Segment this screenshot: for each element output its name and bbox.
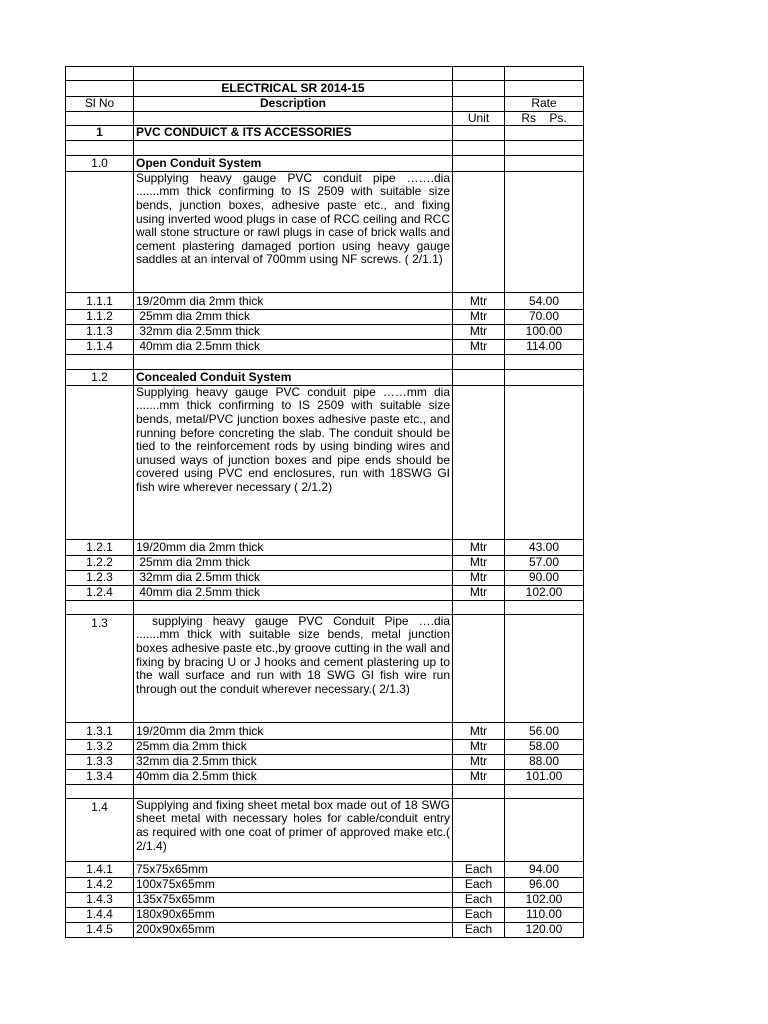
item-rate: 101.00 (505, 769, 584, 784)
item-rate: 56.00 (505, 722, 584, 739)
item-row (66, 907, 584, 922)
item-row (66, 739, 584, 754)
item-unit: Each (453, 892, 505, 907)
item-number: 1.4.4 (66, 907, 134, 922)
item-unit: Each (453, 861, 505, 877)
item-row (66, 555, 584, 570)
group-description-row (66, 614, 584, 722)
item-row (66, 585, 584, 600)
item-description: 19/20mm dia 2mm thick (134, 722, 453, 739)
item-rate: 70.00 (505, 309, 584, 324)
item-number: 1.4.2 (66, 877, 134, 892)
item-unit: Mtr (453, 722, 505, 739)
col-unit-header: Unit (453, 111, 505, 126)
section-row (66, 126, 584, 141)
item-unit: Mtr (453, 324, 505, 339)
item-row (66, 309, 584, 324)
group-title-row (66, 155, 584, 171)
item-row (66, 861, 584, 877)
item-rate: 120.00 (505, 922, 584, 937)
col-ps-header: Ps. (549, 111, 567, 125)
group-title: Concealed Conduit System (134, 369, 453, 385)
item-unit: Mtr (453, 754, 505, 769)
item-description: 200x90x65mm (134, 922, 453, 937)
item-rate: 110.00 (505, 907, 584, 922)
item-unit: Mtr (453, 339, 505, 354)
item-description: 40mm dia 2.5mm thick (134, 585, 453, 600)
item-number: 1.1.2 (66, 309, 134, 324)
item-number: 1.1.1 (66, 292, 134, 309)
group-description: supplying heavy gauge PVC Conduit Pipe ….dia .......mm thick with suitable size bends, metal junction boxes adhesive paste etc.,by groove cutting in the wall and fixing by bracing U or J hooks and cement plastering up to the wall surface and run with 18 SWG GI fish wire run through out the conduit wherever necessary.( 2/1.3) (134, 614, 453, 722)
group-description-row (66, 798, 584, 861)
item-description: 75x75x65mm (134, 861, 453, 877)
item-unit: Mtr (453, 309, 505, 324)
item-unit: Mtr (453, 585, 505, 600)
item-rate: 57.00 (505, 555, 584, 570)
group-number: 1.3 (66, 614, 134, 722)
group-number: 1.2 (66, 369, 134, 385)
empty-row (66, 354, 584, 369)
item-description: 19/20mm dia 2mm thick (134, 292, 453, 309)
item-unit: Mtr (453, 739, 505, 754)
item-row (66, 892, 584, 907)
col-slno-header: Sl No (66, 97, 134, 112)
item-unit: Mtr (453, 769, 505, 784)
item-unit: Each (453, 922, 505, 937)
item-number: 1.3.4 (66, 769, 134, 784)
item-number: 1.3.1 (66, 722, 134, 739)
item-unit: Mtr (453, 539, 505, 555)
item-number: 1.1.4 (66, 339, 134, 354)
item-unit: Each (453, 877, 505, 892)
item-number: 1.2.3 (66, 570, 134, 585)
item-unit: Mtr (453, 555, 505, 570)
item-rate: 102.00 (505, 892, 584, 907)
item-unit: Each (453, 907, 505, 922)
item-number: 1.1.3 (66, 324, 134, 339)
group-description: Supplying heavy gauge PVC conduit pipe ……mm dia .......mm thick confirming to IS 2509 with suitable size bends, metal/PVC junction boxes adhesive paste etc., and running before concreting the slab. The conduit should be tied to the reinforcement rods by using binding wires and unused ways of junction boxes and pipe ends should be covered using PVC end enclosures, run with 18SWG GI fish wire wherever necessary ( 2/1.2) (134, 385, 453, 539)
item-description: 25mm dia 2mm thick (134, 739, 453, 754)
group-number: 1.0 (66, 155, 134, 171)
item-description: 40mm dia 2.5mm thick (134, 339, 453, 354)
group-title-row (66, 369, 584, 385)
item-row (66, 722, 584, 739)
item-number: 1.2.1 (66, 539, 134, 555)
group-description: Supplying heavy gauge PVC conduit pipe …….dia .......mm thick confirming to IS 2509 with suitable size bends, junction boxes, adhesive paste etc., and fixing using inverted wood plugs in case of RCC ceiling and RCC wall stone structure or rawl plugs in case of brick walls and cement plastering damaged portion using heavy gauge saddles at an interval of 700mm using NF screws. ( 2/1.1) (134, 171, 453, 292)
sheet-title: ELECTRICAL SR 2014-15 (134, 81, 453, 97)
item-rate: 102.00 (505, 585, 584, 600)
group-title: Open Conduit System (134, 155, 453, 171)
item-row (66, 570, 584, 585)
col-rate-header: Rate (505, 97, 584, 112)
item-number: 1.4.3 (66, 892, 134, 907)
col-description-header: Description (134, 97, 453, 112)
group-number: 1.4 (66, 798, 134, 861)
section-title: PVC CONDUICT & ITS ACCESSORIES (134, 126, 453, 141)
item-number: 1.4.5 (66, 922, 134, 937)
group-description-row (66, 385, 584, 539)
item-description: 32mm dia 2.5mm thick (134, 324, 453, 339)
rate-schedule-table (65, 66, 584, 938)
item-rate: 96.00 (505, 877, 584, 892)
item-row (66, 754, 584, 769)
item-row (66, 292, 584, 309)
item-description: 40mm dia 2.5mm thick (134, 769, 453, 784)
empty-row (66, 140, 584, 155)
item-description: 25mm dia 2mm thick (134, 309, 453, 324)
item-rate: 88.00 (505, 754, 584, 769)
item-rate: 90.00 (505, 570, 584, 585)
empty-row (66, 600, 584, 614)
item-description: 19/20mm dia 2mm thick (134, 539, 453, 555)
item-number: 1.2.2 (66, 555, 134, 570)
item-description: 180x90x65mm (134, 907, 453, 922)
empty-row (66, 784, 584, 798)
item-number: 1.2.4 (66, 585, 134, 600)
subheader-row (66, 111, 584, 126)
item-unit: Mtr (453, 570, 505, 585)
item-rate: 100.00 (505, 324, 584, 339)
empty-row (66, 67, 584, 81)
col-rs-ps-header (505, 111, 584, 126)
item-number: 1.3.2 (66, 739, 134, 754)
title-row (66, 81, 584, 97)
item-rate: 54.00 (505, 292, 584, 309)
item-number: 1.4.1 (66, 861, 134, 877)
header-row (66, 97, 584, 112)
item-row (66, 922, 584, 937)
item-description: 32mm dia 2.5mm thick (134, 570, 453, 585)
item-unit: Mtr (453, 292, 505, 309)
item-rate: 94.00 (505, 861, 584, 877)
item-rate: 114.00 (505, 339, 584, 354)
group-description-row (66, 171, 584, 292)
item-row (66, 877, 584, 892)
item-rate: 43.00 (505, 539, 584, 555)
item-row (66, 769, 584, 784)
item-rate: 58.00 (505, 739, 584, 754)
item-row (66, 324, 584, 339)
item-number: 1.3.3 (66, 754, 134, 769)
col-rs-header: Rs (521, 111, 536, 125)
item-description: 32mm dia 2.5mm thick (134, 754, 453, 769)
item-description: 135x75x65mm (134, 892, 453, 907)
group-description: Supplying and fixing sheet metal box made out of 18 SWG sheet metal with necessary holes for cable/conduit entry as required with one coat of primer of approved make etc.( 2/1.4) (134, 798, 453, 861)
section-number: 1 (66, 126, 134, 141)
item-row (66, 539, 584, 555)
item-row (66, 339, 584, 354)
item-description: 100x75x65mm (134, 877, 453, 892)
item-description: 25mm dia 2mm thick (134, 555, 453, 570)
